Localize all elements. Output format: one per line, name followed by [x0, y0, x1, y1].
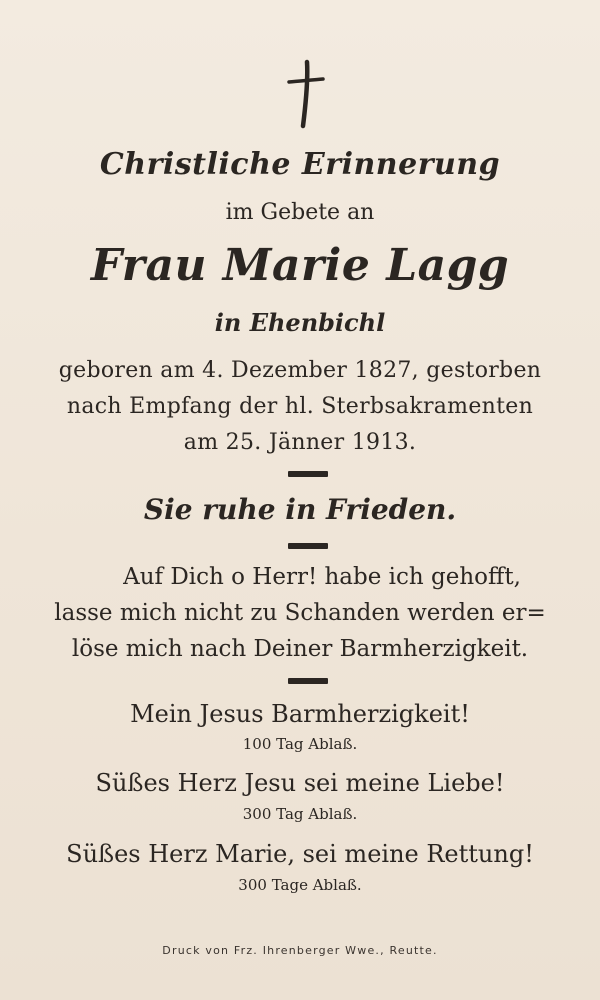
- indulgence-note: 300 Tag Ablaß.: [242, 805, 358, 823]
- verse-line: Auf Dich o Herr! habe ich gehofft,: [123, 564, 521, 590]
- deceased-name: Frau Marie Lagg: [90, 240, 510, 291]
- biography-line: am 25. Jänner 1913.: [183, 430, 417, 455]
- biography-line: nach Empfang der hl. Sterbsakramenten: [66, 394, 534, 419]
- ejaculation-text: Mein Jesus Barmherzigkeit!: [130, 700, 470, 728]
- verse-line: lasse mich nicht zu Schanden werden er=: [54, 600, 546, 626]
- divider-rule: [288, 678, 328, 684]
- deceased-place: in Ehenbichl: [214, 308, 386, 337]
- ejaculation-text: Süßes Herz Jesu sei meine Liebe!: [95, 769, 505, 797]
- biography-line: geboren am 4. Dezember 1827, gestorben: [58, 358, 542, 383]
- rest-in-peace: Sie ruhe in Frieden.: [143, 493, 457, 526]
- ejaculation-text: Süßes Herz Marie, sei meine Rettung!: [66, 840, 534, 868]
- divider-rule: [288, 471, 328, 477]
- printer-imprint: Druck von Frz. Ihrenberger Wwe., Reutte.: [162, 944, 438, 957]
- card-title: Christliche Erinnerung: [99, 147, 501, 182]
- indulgence-note: 300 Tage Ablaß.: [238, 876, 362, 894]
- verse-line: löse mich nach Deiner Barmherzigkeit.: [71, 636, 529, 662]
- divider-rule: [288, 543, 328, 549]
- indulgence-note: 100 Tag Ablaß.: [242, 735, 358, 753]
- cross-icon: [286, 58, 326, 130]
- prayer-subtitle: im Gebete an: [225, 200, 375, 225]
